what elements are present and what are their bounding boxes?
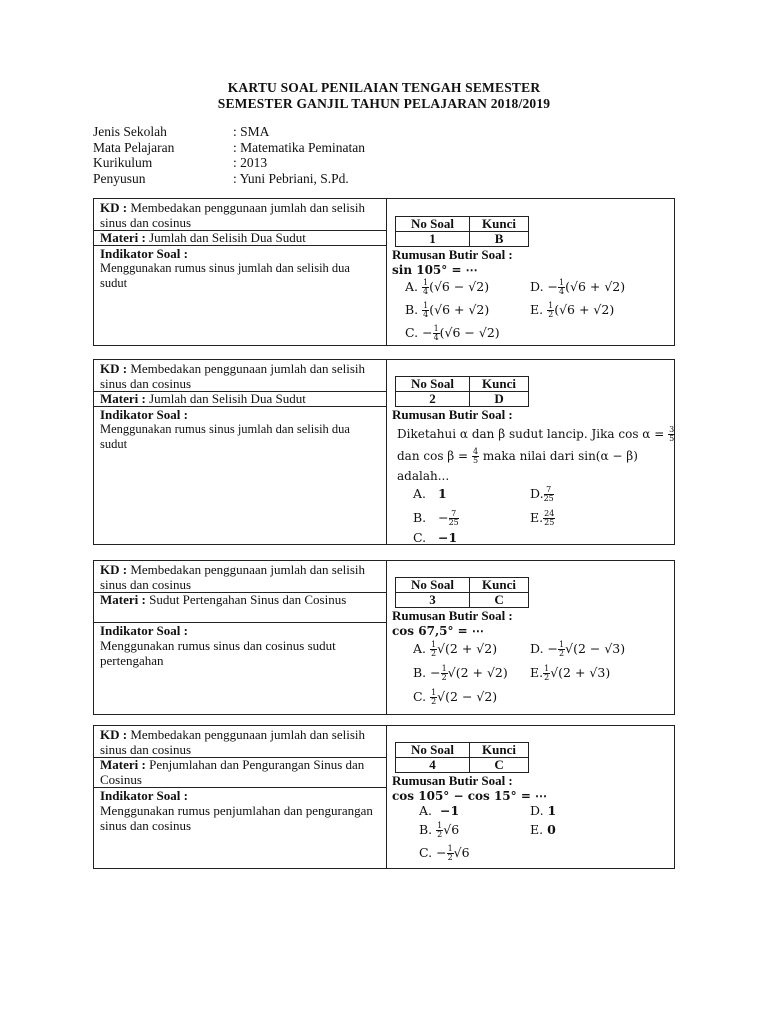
info-row-penyusun — [93, 171, 365, 187]
question-line-3: adalah... — [397, 469, 450, 483]
info-value: : 2013 — [233, 155, 268, 170]
question-card-1 — [93, 198, 675, 346]
materi-section: Materi : Penjumlahan dan Pengurangan Sinus dan Cosinus — [94, 757, 386, 788]
option-e: E. 0 — [530, 822, 556, 837]
question-text: cos 67,5° = ⋯ — [392, 624, 484, 638]
indikator-section: Indikator Soal : Menggunakan rumus sinus dan cosinus sudut pertengahan — [100, 623, 336, 668]
materi-section: Materi : Jumlah dan Selisih Dua Sudut — [94, 391, 386, 407]
card-left-panel — [94, 561, 387, 714]
option-c: C. $\frac{1}{2}$ √(2 − √2) — [413, 688, 498, 706]
option-d: D. − $\frac{1}{2}$ √(2 − √3) — [530, 640, 626, 658]
option-e: E. $\frac{24}{25}$ — [530, 509, 555, 527]
option-b: B. − $\frac{1}{2}$ √(2 + √2) — [413, 664, 508, 682]
option-e: E. $\frac{1}{2}$ √(2 + √3) — [530, 664, 611, 682]
option-d: D. − $\frac{1}{4}$ (√6 + √2) — [530, 278, 626, 296]
option-a: A. 1 — [413, 486, 447, 501]
option-a: A. −1 — [419, 803, 460, 818]
option-c: C. −1 — [413, 530, 458, 545]
info-value: : Yuni Pebriani, S.Pd. — [233, 170, 349, 186]
indikator-section: Indikator Soal : Menggunakan rumus penjumlahan dan pengurangan sinus dan cosinus — [100, 788, 373, 833]
question-number: 1 — [396, 232, 470, 247]
option-b: B. $\frac{1}{2}$ √6 — [419, 821, 460, 839]
no-kunci-table: No Soal Kunci 4 C — [395, 742, 529, 773]
kd-section: KD : Membedakan penggunaan jumlah dan selisih sinus dan cosinus — [94, 360, 386, 392]
info-row-kurikulum — [93, 155, 365, 171]
rumusan-label: Rumusan Butir Soal : — [392, 608, 513, 623]
question-number: 2 — [396, 392, 470, 407]
question-card-3 — [93, 560, 675, 715]
question-text: sin 105° = ⋯ — [392, 263, 478, 277]
option-c: C. − $\frac{1}{2}$ √6 — [419, 844, 470, 862]
option-b: B. − $\frac{7}{25}$ — [413, 509, 459, 527]
info-row-mata-pelajaran — [93, 140, 365, 156]
info-label: Penyusun — [93, 170, 146, 186]
info-label: Jenis Sekolah — [93, 124, 167, 139]
question-number: 3 — [396, 593, 470, 608]
option-a: A. $\frac{1}{4}$ (√6 − √2) — [405, 278, 490, 296]
option-e: E. $\frac{1}{2}$ (√6 + √2) — [530, 301, 615, 319]
info-value: : Matematika Peminatan — [233, 139, 365, 155]
option-d: D. $\frac{7}{25}$ — [530, 485, 554, 503]
card-left-panel — [94, 199, 387, 345]
materi-section: Materi : Jumlah dan Selisih Dua Sudut — [94, 230, 386, 246]
info-label: Kurikulum — [93, 155, 153, 170]
materi-section: Materi : Sudut Pertengahan Sinus dan Cosinus — [94, 592, 386, 623]
page-title-line1: KARTU SOAL PENILAIAN TENGAH SEMESTER — [227, 80, 541, 95]
answer-key: C — [470, 758, 529, 773]
page-title-line2: SEMESTER GANJIL TAHUN PELAJARAN 2018/2019 — [217, 96, 551, 111]
info-label: Mata Pelajaran — [93, 139, 175, 155]
question-card-4 — [93, 725, 675, 869]
no-kunci-table: No Soal Kunci 1 B — [395, 216, 529, 247]
no-kunci-table: No Soal Kunci 3 C — [395, 577, 529, 608]
question-text: cos 105° − cos 15° = ⋯ — [392, 789, 548, 803]
question-line-2: dan cos β = $\frac{4}{5}$ maka nilai dari sin(α − β) — [397, 447, 638, 465]
option-a: A. $\frac{1}{2}$ √(2 + √2) — [413, 640, 498, 658]
card-left-panel — [94, 360, 387, 544]
answer-key: D — [470, 392, 529, 407]
info-value: : SMA — [233, 124, 270, 139]
info-row-jenis-sekolah — [93, 124, 365, 140]
answer-key: C — [470, 593, 529, 608]
kd-section: KD : Membedakan penggunaan jumlah dan selisih sinus dan cosinus — [94, 561, 386, 593]
option-b: B. $\frac{1}{4}$ (√6 + √2) — [405, 301, 490, 319]
question-line-1: Diketahui α dan β sudut lancip. Jika cos α = $\frac{3}{5}$ — [397, 425, 675, 443]
info-block — [93, 124, 365, 186]
rumusan-label: Rumusan Butir Soal : — [392, 247, 513, 262]
answer-key: B — [470, 232, 529, 247]
indikator-section: Indikator Soal : Menggunakan rumus sinus jumlah dan selisih dua sudut — [100, 407, 350, 451]
option-c: C. − $\frac{1}{4}$ (√6 − √2) — [405, 324, 500, 342]
no-kunci-table: No Soal Kunci 2 D — [395, 376, 529, 407]
question-card-2 — [93, 359, 675, 545]
indikator-section: Indikator Soal : Menggunakan rumus sinus jumlah dan selisih dua sudut — [100, 246, 350, 290]
card-left-panel — [94, 726, 387, 868]
rumusan-label: Rumusan Butir Soal : — [392, 407, 513, 422]
kd-section: KD : Membedakan penggunaan jumlah dan selisih sinus dan cosinus — [94, 199, 386, 231]
kd-section: KD : Membedakan penggunaan jumlah dan selisih sinus dan cosinus — [94, 726, 386, 758]
rumusan-label: Rumusan Butir Soal : — [392, 773, 513, 788]
question-number: 4 — [396, 758, 470, 773]
option-d: D. 1 — [530, 803, 557, 818]
